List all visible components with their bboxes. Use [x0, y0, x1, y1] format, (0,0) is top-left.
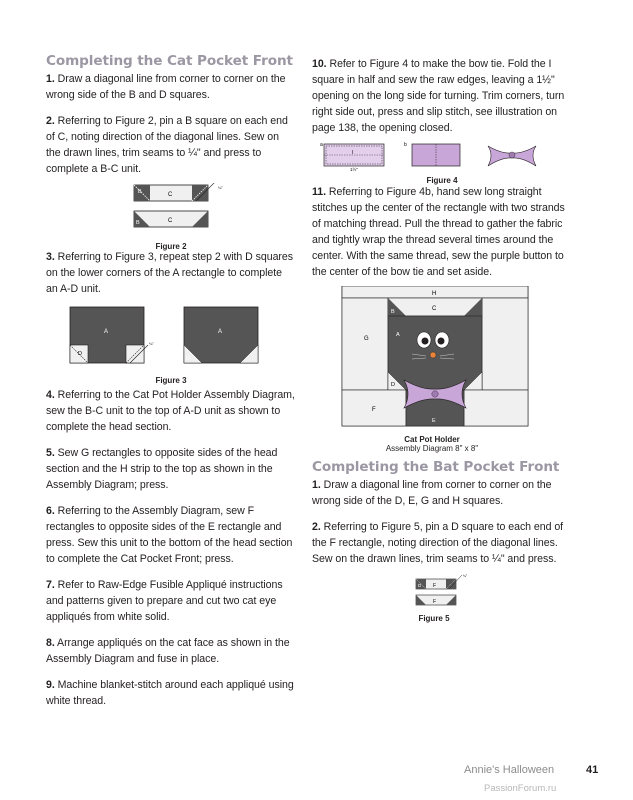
figure-4-opening-label: 1½"	[350, 167, 358, 172]
assembly-diagram	[312, 286, 572, 458]
assembly-a-label: A	[396, 332, 400, 338]
assembly-pupil-right	[438, 338, 445, 345]
figure-2-quarter-label: ¼"	[218, 185, 223, 190]
footer-book-title: Annie's Halloween	[464, 764, 555, 776]
step-2: 2. Referring to Figure 2, pin a B square on each end of C, noting direction of the diagonal lines. Sew on the drawn lines, trim seams to ¼" and press to complete a B-C unit.	[46, 115, 288, 175]
assembly-nose	[430, 352, 436, 358]
assembly-c-label: C	[432, 306, 437, 312]
figure-2-b-label-2: B	[136, 220, 140, 226]
figure-2-caption: Figure 2	[155, 242, 187, 251]
step-8: 8. Arrange appliqués on the cat face as shown in the Assembly Diagram and fuse in place.	[46, 637, 290, 665]
assembly-g-right	[482, 298, 528, 390]
assembly-h-label: H	[432, 291, 437, 297]
assembly-f-label: F	[372, 407, 376, 413]
step-10: 10. Refer to Figure 4 to make the bow tie. Fold the I square in half and sew the raw edges, leaving a 1½" opening on the long side for turning. Trim corners, turn right side out, press and slip stitch, see illustration on page 138, the opening closed.	[312, 58, 565, 134]
figure-4-b-label: b	[404, 142, 407, 148]
page-number: 41	[586, 764, 599, 776]
assembly-f-right	[464, 390, 528, 426]
figure-4-diagram	[312, 140, 572, 172]
watermark: PassionForum.ru	[484, 783, 557, 794]
step-9: 9. Machine blanket-stitch around each appliqué using white thread.	[46, 679, 294, 707]
step-5: 5. Sew G rectangles to opposite sides of the head section and the H strip to the top as shown in the Assembly Diagram; press.	[46, 447, 278, 491]
step-11: 11. Referring to Figure 4b, hand sew long straight stitches up the center of the rectangle with two strands of matching thread. Pull the thread to gather the fabric and tightly wrap the thread several times around the center. With the same thread, sew the purple button to the center of the bow tie and set aside.	[312, 186, 565, 278]
figure-3-diagram	[46, 305, 296, 373]
figure-3	[46, 305, 296, 387]
figure-3-a-label-right: A	[218, 329, 223, 335]
figure-4-caption: Figure 4	[426, 176, 458, 185]
figure-5-caption: Figure 5	[418, 614, 450, 623]
figure-5-quarter-label: ¼"	[463, 574, 468, 578]
step-4: 4. Referring to the Cat Pot Holder Assembly Diagram, sew the B-C unit to the top of A-D unit as shown to complete the head section.	[46, 389, 295, 433]
right-column	[312, 56, 572, 625]
figure-3-a-label-left: A	[104, 329, 109, 335]
assembly-pupil-left	[422, 338, 429, 345]
figure-3-d-label-right: D	[186, 356, 190, 362]
bat-step-2: 2. Referring to Figure 5, pin a D square to each end of the F rectangle, noting direction of the diagonal lines. Sew on the drawn lines, trim seams to ¼" and press.	[312, 521, 564, 565]
assembly-g-left	[342, 298, 388, 390]
assembly-g-label: G	[364, 336, 369, 342]
assembly-e-label: E	[432, 418, 436, 424]
figure-5-d-label: D	[418, 583, 422, 588]
assembly-subtitle: Assembly Diagram 8" x 8"	[385, 444, 479, 453]
left-column	[46, 52, 296, 719]
figure-3-quarter-label: ¼"	[149, 341, 154, 346]
figure-5	[312, 573, 572, 625]
figure-2-b-label: B	[138, 189, 142, 195]
section-heading-cat: Completing the Cat Pocket Front	[46, 53, 293, 69]
step-6: 6. Referring to the Assembly Diagram, sew F rectangles to opposite sides of the E rectangle and press. Sew this unit to the bottom of the head section to complete the Cat Pocket Front; press.	[46, 505, 293, 565]
assembly-b-label: B	[391, 309, 395, 315]
assembly-d-label: D	[391, 382, 395, 388]
figure-5-f-label-2: F	[433, 599, 437, 605]
figure-2-c-label: C	[168, 192, 173, 198]
figure-4-a-label: a	[320, 142, 323, 148]
figure-4	[312, 140, 572, 184]
step-3: 3. Referring to Figure 3, repeat step 2 with D squares on the lower corners of the A rectangle to complete an A-D unit.	[46, 251, 293, 295]
figure-3-d-label-left: D	[78, 351, 82, 357]
step-7: 7. Refer to Raw-Edge Fusible Appliqué instructions and patterns given to prepare and cut two cat eye appliqués from white solid.	[46, 579, 283, 623]
figure-5-f-label: F	[433, 583, 437, 589]
step-1: 1. Draw a diagonal line from corner to corner on the wrong side of the B and D squares.	[46, 73, 286, 101]
figure-2-diagram	[46, 183, 296, 235]
assembly-bow-button	[432, 391, 438, 397]
figure-3-a-rect-right	[184, 307, 258, 363]
section-heading-bat: Completing the Bat Pocket Front	[312, 459, 560, 475]
bat-step-1: 1. Draw a diagonal line from corner to corner on the wrong side of the D, E, G and H squares.	[312, 479, 552, 507]
figure-4-button	[509, 152, 515, 158]
figure-3-caption: Figure 3	[155, 376, 187, 385]
figure-5-diagram	[312, 573, 572, 611]
figure-2-c-label-2: C	[168, 218, 173, 224]
assembly-diagram-svg	[312, 286, 572, 428]
figure-2	[46, 183, 296, 249]
assembly-title: Cat Pot Holder	[404, 435, 460, 444]
figure-4-i-label: I	[352, 150, 354, 156]
